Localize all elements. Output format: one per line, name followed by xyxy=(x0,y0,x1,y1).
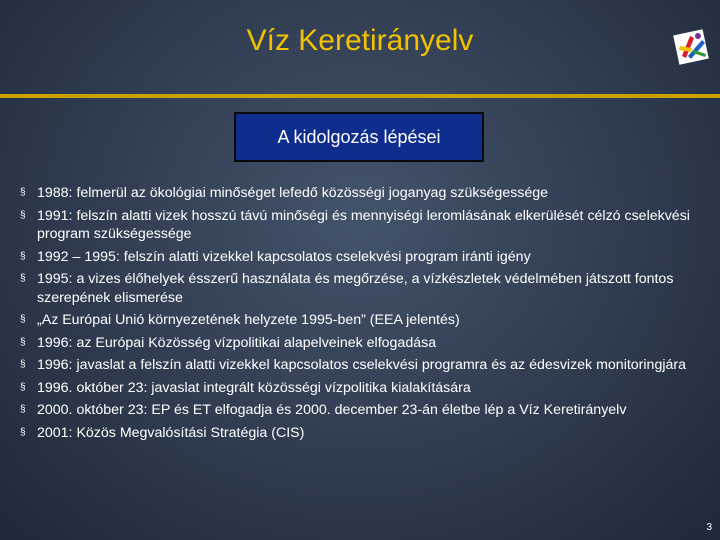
bullet-marker: § xyxy=(20,314,26,325)
bullet-item xyxy=(20,401,712,420)
bullet-text: 1996: javaslat a felszín alatti vizekkel kapcsolatos cselekvési programra és az édesvizek monitoringjára xyxy=(37,357,686,373)
bullet-item xyxy=(20,184,712,203)
subtitle-box xyxy=(234,112,484,162)
bullet-item xyxy=(20,334,712,353)
bullet-item xyxy=(20,356,712,375)
bullet-text: 1995: a vizes élőhelyek ésszerű használata és megőrzése, a vízkészletek védelmében játszott fontos szerepének elismerése xyxy=(37,271,674,306)
title-divider xyxy=(0,94,720,98)
bullet-text: 1988: felmerül az ökológiai minőséget lefedő közösségi joganyag szükségessége xyxy=(37,185,549,201)
bullet-text: 1996. október 23: javaslat integrált közösségi vízpolitika kialakítására xyxy=(37,379,471,396)
bullet-text: 2001: Közös Megvalósítási Stratégia (CIS) xyxy=(37,424,305,441)
slide-title: Víz Keretirányelv xyxy=(246,24,474,57)
bullet-marker: § xyxy=(20,273,26,284)
bullet-text: 2000. október 23: EP és ET elfogadja és 2000. december 23-án életbe lép a Víz Keretirányelv xyxy=(37,402,627,418)
bullet-text: „Az Európai Unió környezetének helyzete 1995-ben” (EEA jelentés) xyxy=(37,312,460,328)
bullet-text: 1992 – 1995: felszín alatti vizekkel kapcsolatos cselekvési program iránti igény xyxy=(37,248,531,265)
bullet-list xyxy=(20,184,712,446)
bullet-marker: § xyxy=(20,381,26,393)
bullet-item xyxy=(20,207,712,244)
bullet-item xyxy=(20,424,712,443)
bullet-item xyxy=(20,311,712,330)
bullet-marker: § xyxy=(20,426,26,438)
page-number: 3 xyxy=(706,522,712,533)
bullet-marker: § xyxy=(20,187,26,198)
bullet-marker: § xyxy=(20,359,26,370)
bullet-marker: § xyxy=(20,336,26,348)
bullet-marker: § xyxy=(20,404,26,415)
bullet-text: 1991: felszín alatti vizek hosszú távú minőségi és mennyiségi leromlásának elkerülését célzó cselekvési program szükségessége xyxy=(37,207,690,242)
bullet-text: 1996: az Európai Közösség vízpolitikai alapelveinek elfogadása xyxy=(37,334,437,351)
subtitle-text: A kidolgozás lépései xyxy=(277,126,441,147)
ribbon-logo-icon xyxy=(672,26,712,66)
bullet-item xyxy=(20,270,712,307)
bullet-item xyxy=(20,248,712,267)
bullet-marker: § xyxy=(20,209,26,221)
bullet-item xyxy=(20,379,712,398)
bullet-marker: § xyxy=(20,250,26,262)
